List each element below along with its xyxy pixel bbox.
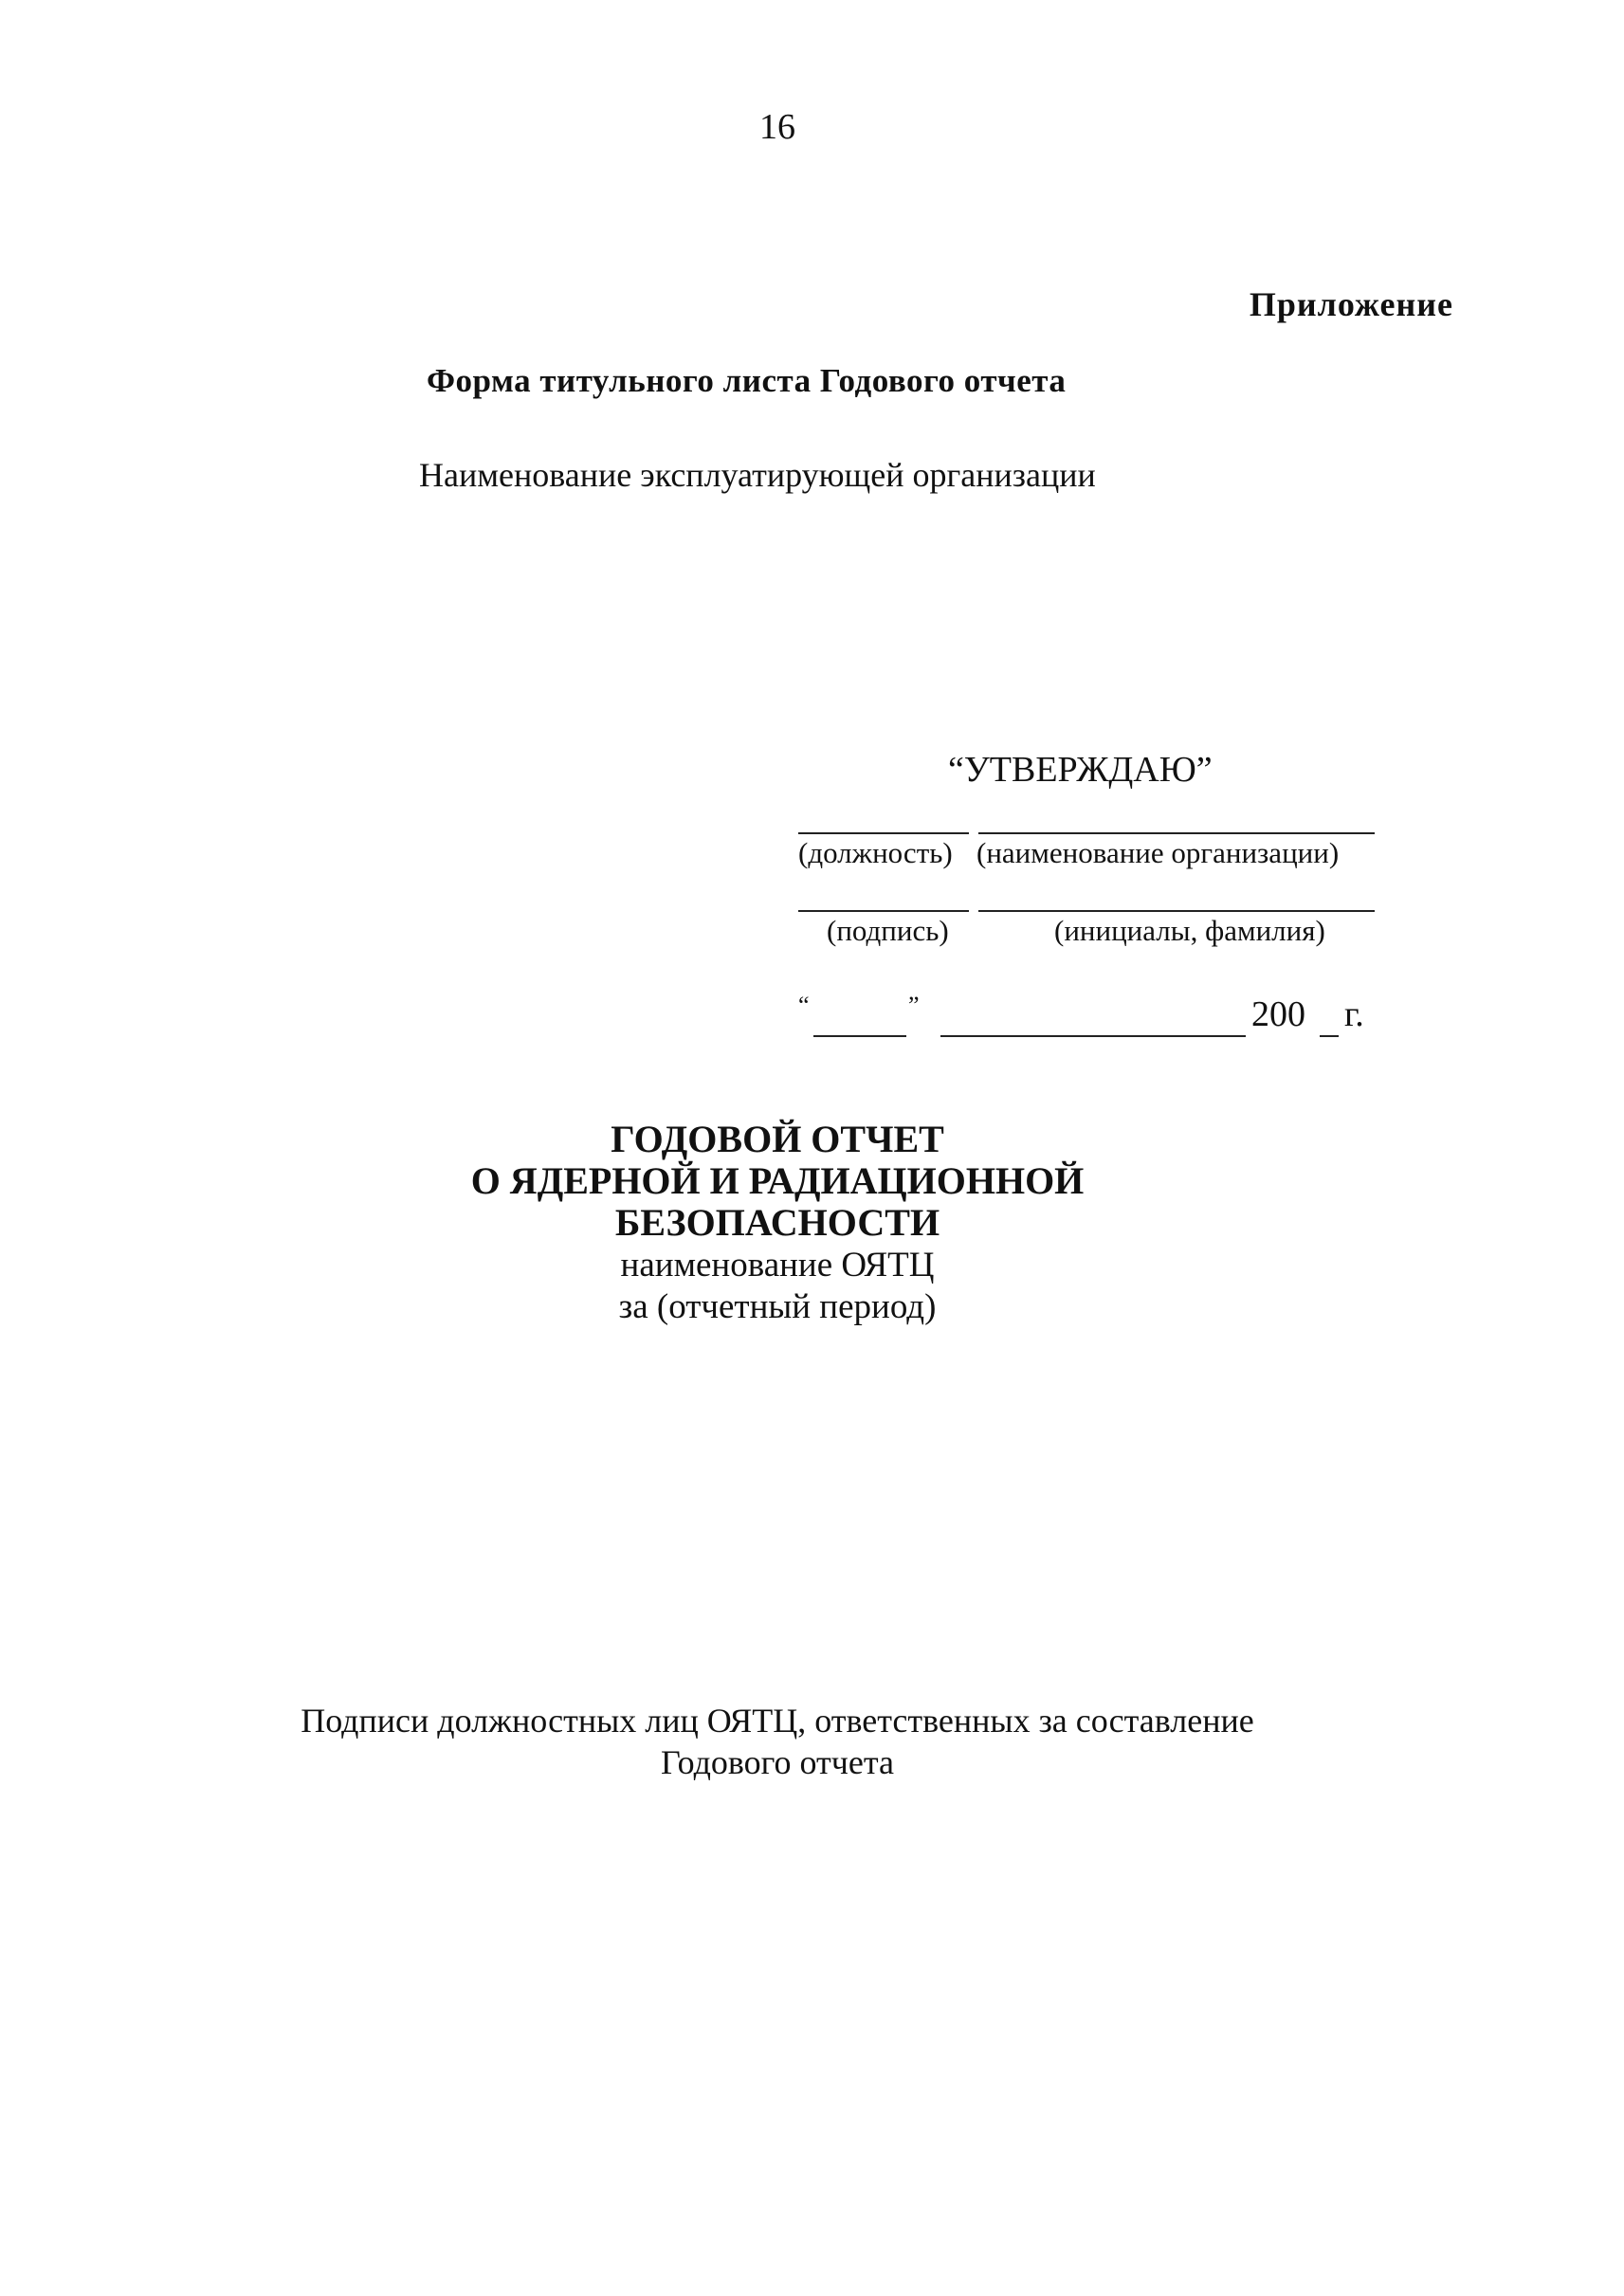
year-prefix: 200: [1251, 994, 1305, 1034]
name-caption: (инициалы, фамилия): [1054, 914, 1325, 947]
appendix-label: Приложение: [1249, 285, 1453, 323]
report-subtitle-line2: за (отчетный период): [618, 1287, 937, 1326]
year-suffix: г.: [1344, 994, 1364, 1034]
page-number: 16: [759, 107, 795, 147]
signature-blank-line: [798, 910, 969, 912]
approval-heading: “УТВЕРЖДАЮ”: [948, 750, 1213, 790]
signatures-line1: Подписи должностных лиц ОЯТЦ, ответственных за составление: [301, 1702, 1254, 1740]
form-title: Форма титульного листа Годового отчета: [427, 362, 1067, 399]
year-blank-line: [1320, 1035, 1339, 1037]
report-title-line1: ГОДОВОЙ ОТЧЕТ: [611, 1118, 944, 1160]
position-caption: (должность): [798, 836, 953, 869]
position-blank-line: [798, 832, 969, 834]
date-open-quote: “: [798, 992, 810, 1019]
name-blank-line: [978, 910, 1375, 912]
report-title-line2: О ЯДЕРНОЙ И РАДИАЦИОННОЙ: [470, 1159, 1085, 1202]
signature-caption: (подпись): [827, 914, 949, 947]
day-blank-line: [813, 1035, 906, 1037]
date-close-quote: ”: [908, 992, 920, 1019]
organization-label: Наименование эксплуатирующей организации: [419, 456, 1096, 494]
month-blank-line: [940, 1035, 1246, 1037]
organization-caption: (наименование организации): [976, 836, 1340, 869]
organization-blank-line: [978, 832, 1375, 834]
report-title-line3: БЕЗОПАСНОСТИ: [614, 1201, 940, 1244]
signatures-line2: Годового отчета: [660, 1743, 895, 1781]
report-subtitle-line1: наименование ОЯТЦ: [620, 1246, 935, 1285]
